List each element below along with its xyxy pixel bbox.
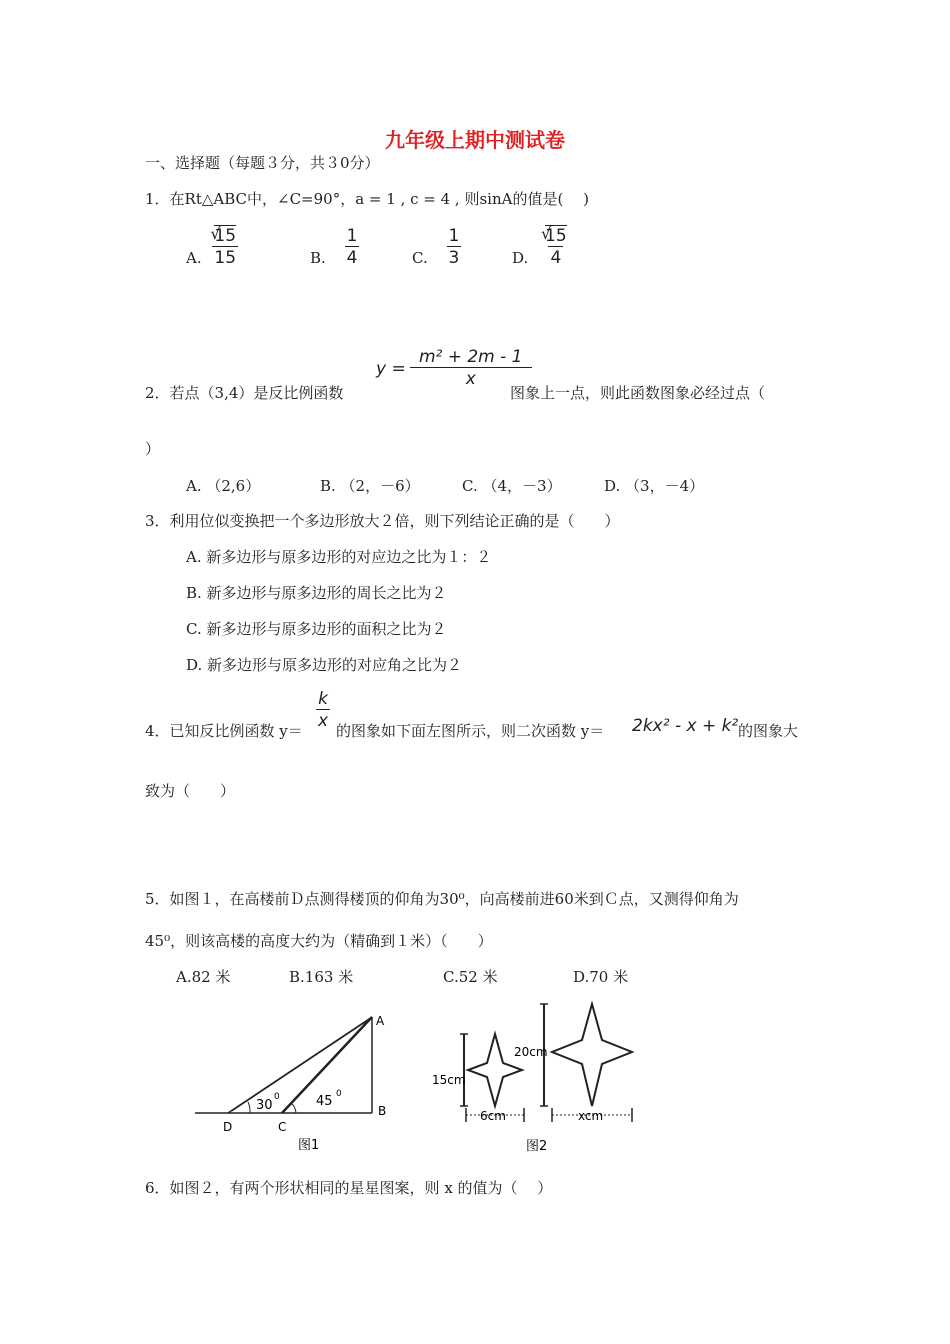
question-4-quadratic: 2kx² - x + k²	[632, 716, 739, 736]
q2-option-d: D. （3，－4）	[604, 477, 705, 495]
q3-option-b: B. 新多边形与原多边形的周长之比为２	[186, 584, 447, 602]
angle-45-label: 45	[316, 1094, 333, 1109]
q1-option-c	[412, 226, 461, 269]
fraction-denominator: 15	[214, 248, 237, 268]
sqrt-sign	[212, 226, 238, 246]
fraction-numerator: 1	[346, 226, 358, 246]
q1-option-a	[186, 226, 238, 269]
sqrt-sign	[543, 226, 569, 246]
question-4-fraction	[316, 689, 330, 732]
q5-option-a: A.82 米	[176, 968, 231, 986]
question-4-part2: 的图象如下面左图所示，则二次函数 y＝	[336, 722, 605, 740]
degree-mark: 0	[274, 1092, 280, 1102]
point-d-label: D	[223, 1120, 233, 1134]
question-2-stem-end: ）	[145, 440, 161, 458]
page-title: 九年级上期中测试卷	[385, 128, 565, 152]
option-fraction	[543, 226, 569, 269]
option-fraction	[212, 226, 238, 269]
fraction-numerator: k	[318, 689, 328, 709]
figure-2-caption: 图2	[526, 1139, 548, 1154]
q5-option-b: B.163 米	[289, 968, 354, 986]
figure-2-stars	[430, 1000, 650, 1160]
formula-lhs: y =	[376, 358, 406, 379]
big-star-width-label: xcm	[578, 1109, 604, 1123]
small-star-height-label: 15cm	[432, 1073, 466, 1087]
fraction-denominator: x	[318, 711, 329, 731]
q5-option-d: D.70 米	[573, 968, 629, 986]
q2-option-b: B. （2，－6）	[320, 477, 420, 495]
q3-option-d: D. 新多边形与原多边形的对应角之比为２	[186, 656, 463, 674]
question-2-formula	[376, 347, 532, 390]
option-fraction	[447, 226, 462, 269]
fraction-denominator: 4	[346, 248, 358, 268]
fraction-denominator: x	[410, 367, 532, 390]
question-3-stem: 3．利用位似变换把一个多边形放大２倍，则下列结论正确的是（ ）	[145, 512, 620, 530]
option-label: D.	[512, 248, 529, 267]
figure-1-triangle	[190, 1005, 410, 1155]
q3-option-a: A. 新多边形与原多边形的对应边之比为１：２	[186, 548, 492, 566]
small-star-width-label: 6cm	[480, 1109, 506, 1123]
figure-1-caption: 图1	[298, 1138, 320, 1153]
question-4-part3: 的图象大	[738, 722, 799, 740]
section-heading: 一、选择题（每题３分，共３0分）	[145, 154, 380, 172]
option-label: A.	[186, 248, 202, 267]
degree-mark: 0	[336, 1089, 342, 1099]
angle-30-label: 30	[256, 1098, 273, 1113]
option-fraction	[345, 226, 360, 269]
point-a-label: A	[376, 1014, 385, 1028]
fraction-numerator: m² + 2m - 1	[418, 347, 523, 367]
question-6-stem: 6．如图２，有两个形状相同的星星图案，则 x 的值为（ ）	[145, 1179, 553, 1197]
fraction-denominator: 3	[448, 248, 460, 268]
fraction-numerator: 15	[214, 226, 237, 246]
point-b-label: B	[378, 1104, 387, 1118]
option-label: C.	[412, 248, 428, 267]
q2-option-a: A. （2,6）	[186, 477, 261, 495]
question-2-stem-before: 2．若点（3,4）是反比例函数	[145, 384, 344, 402]
option-label: B.	[310, 248, 326, 267]
q2-option-c: C. （4，－3）	[462, 477, 562, 495]
q1-option-d	[512, 226, 569, 269]
fraction	[316, 689, 330, 732]
fraction-denominator: 4	[550, 248, 562, 268]
question-1-stem: 1．在Rt△ABC中，∠C=90°，a = 1 , c = 4 , 则sinA的值是( )	[145, 190, 589, 208]
q5-option-c: C.52 米	[443, 968, 498, 986]
question-5-line1: 5．如图１，在高楼前Ｄ点测得楼顶的仰角为30⁰，向高楼前进60米到Ｃ点，又测得仰角为	[145, 890, 739, 908]
big-star-height-label: 20cm	[514, 1045, 548, 1059]
q3-option-c: C. 新多边形与原多边形的面积之比为２	[186, 620, 447, 638]
fraction-numerator: 1	[448, 226, 460, 246]
question-2-stem-after: 图象上一点，则此函数图象必经过点（	[510, 384, 766, 402]
point-c-label: C	[278, 1120, 287, 1134]
q1-option-b	[310, 226, 359, 269]
question-4-part1: 4．已知反比例函数 y＝	[145, 722, 303, 740]
question-4-line2: 致为（ ）	[145, 782, 236, 800]
fraction-numerator: 15	[545, 226, 567, 246]
question-5-line2: 45⁰，则该高楼的高度大约为（精确到１米）（ ）	[145, 932, 493, 950]
